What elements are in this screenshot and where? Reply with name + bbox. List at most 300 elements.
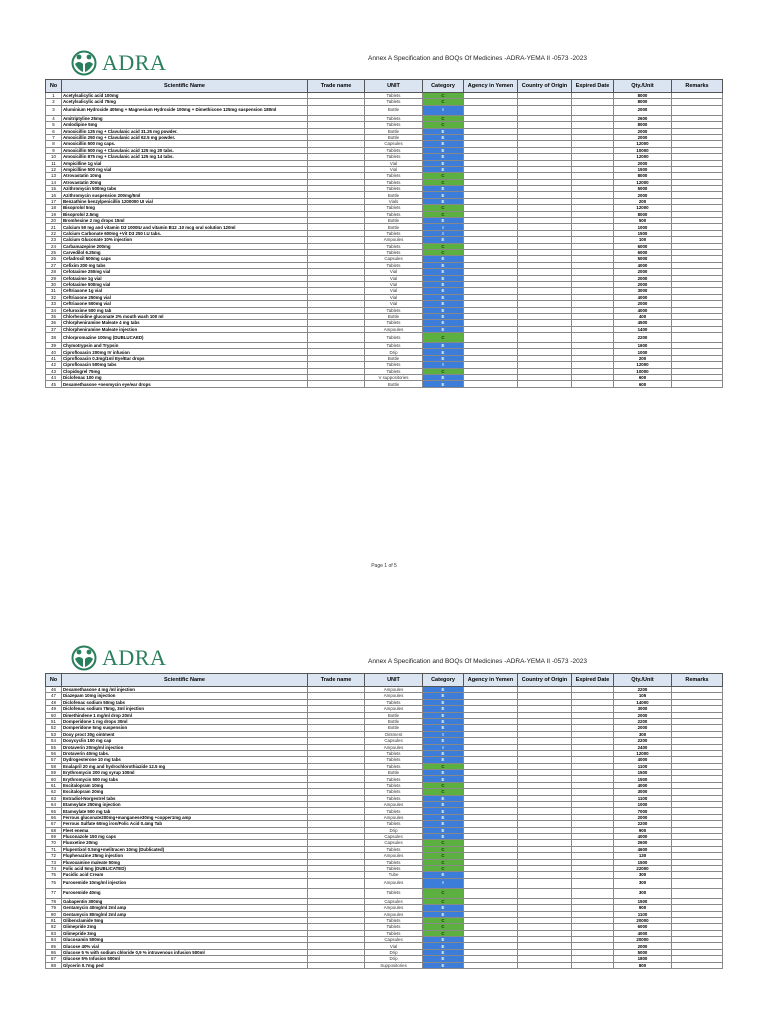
cell-unit: Capsules	[365, 840, 423, 846]
cell-no: 26	[46, 256, 62, 262]
cell-unit: Tablets	[365, 782, 423, 788]
cell-unit: Tube	[365, 872, 423, 878]
cell-category: E	[423, 281, 464, 287]
adra-logo	[70, 645, 190, 671]
cell-category: C	[423, 333, 464, 343]
cell-unit: V suppositories	[365, 375, 423, 381]
cell-country	[518, 962, 572, 968]
cell-remarks	[672, 333, 723, 343]
cell-category: E	[423, 320, 464, 326]
cell-unit: Tablets	[365, 249, 423, 255]
cell-unit: Bottle	[365, 134, 423, 140]
cell-unit: Tablets	[365, 930, 423, 936]
cell-scientific-name: Bisoprolol 2.5mg	[62, 211, 308, 217]
cell-no: 45	[46, 381, 62, 387]
cell-scientific-name: Clopidogrel 75mg	[62, 368, 308, 374]
cell-unit: Vial	[365, 301, 423, 307]
cell-agency	[464, 333, 518, 343]
cell-qty: 2200	[614, 687, 672, 693]
cell-qty: 300	[614, 872, 672, 878]
cell-unit: Tablets	[365, 320, 423, 326]
cell-no: 30	[46, 281, 62, 287]
cell-scientific-name: Fluvoxamine maleate 50mg	[62, 859, 308, 865]
cell-qty: 6000	[614, 249, 672, 255]
logo-text: ADRA	[102, 645, 167, 670]
cell-category: E	[423, 911, 464, 917]
cell-no: 18	[46, 205, 62, 211]
cell-qty: 10000	[614, 368, 672, 374]
cell-category: E	[423, 186, 464, 192]
cell-qty: 1600	[614, 343, 672, 349]
document-title: Annex A Specification and BOQs Of Medicines -ADRA-YEMA II -0573 -2023	[368, 658, 587, 665]
cell-unit: Tablets	[365, 230, 423, 236]
cell-category: E	[423, 687, 464, 693]
cell-no: 73	[46, 859, 62, 865]
cell-unit: Ointment	[365, 731, 423, 737]
cell-unit: Bottle	[365, 770, 423, 776]
cell-scientific-name: Dydrogesterone 10 mg tabs	[62, 757, 308, 763]
cell-unit: Capsules	[365, 937, 423, 943]
cell-scientific-name: Ciprofloxacin 200mg IV infusion	[62, 349, 308, 355]
cell-scientific-name: Ferrous Sulfate 60mg iron/Folic Acid 0.4mg Tab	[62, 821, 308, 827]
cell-scientific-name: Amoxicillin 250 mg + Clavulanic acid 62.5 mg powder.	[62, 134, 308, 140]
cell-remarks	[672, 105, 723, 115]
cell-unit: Tablets	[365, 122, 423, 128]
cell-expired-date	[572, 333, 614, 343]
cell-unit: Vial	[365, 160, 423, 166]
cell-expired-date	[572, 962, 614, 968]
cell-category: E	[423, 827, 464, 833]
cell-category: E	[423, 256, 464, 262]
cell-trade-name	[308, 333, 365, 343]
cell-no: 62	[46, 789, 62, 795]
cell-scientific-name: Fluphenazine 25mg injection	[62, 853, 308, 859]
cell-no: 74	[46, 865, 62, 871]
header-category: Category	[423, 80, 464, 93]
cell-no: 29	[46, 275, 62, 281]
cell-no: 43	[46, 368, 62, 374]
cell-scientific-name: Cefuroxime 500 mg tab	[62, 307, 308, 313]
cell-qty: 3000	[614, 706, 672, 712]
cell-no: 13	[46, 173, 62, 179]
cell-no: 63	[46, 795, 62, 801]
cell-qty: 300	[614, 878, 672, 888]
cell-scientific-name: Gentamycin 40mg/ml 2ml amp	[62, 905, 308, 911]
cell-scientific-name: Ampicilline 1g vial	[62, 160, 308, 166]
cell-category: E	[423, 301, 464, 307]
cell-scientific-name: Ceftriaxone 500mg vial	[62, 301, 308, 307]
cell-no: 33	[46, 301, 62, 307]
cell-unit: Vial	[365, 275, 423, 281]
cell-no: 32	[46, 294, 62, 300]
cell-agency	[464, 381, 518, 387]
cell-scientific-name: Aluminium Hydroxide 405mg + Magnesium Hydroxide 100mg + Dimethicone 125mg suspension 180ml	[62, 105, 308, 115]
cell-category: E	[423, 693, 464, 699]
cell-category: E	[423, 770, 464, 776]
cell-country	[518, 878, 572, 888]
cell-scientific-name: Fluoxetine 20mg	[62, 840, 308, 846]
cell-no: 47	[46, 693, 62, 699]
cell-no: 79	[46, 905, 62, 911]
cell-scientific-name: Gentamycin 80mg/ml 2ml amp	[62, 911, 308, 917]
cell-unit: Tablets	[365, 262, 423, 268]
cell-qty: 2000	[614, 712, 672, 718]
cell-category: C	[423, 924, 464, 930]
cell-no: 87	[46, 956, 62, 962]
cell-scientific-name: Diazepam 10mg injection	[62, 693, 308, 699]
cell-trade-name	[308, 888, 365, 898]
cell-qty: 6000	[614, 924, 672, 930]
cell-category: C	[423, 249, 464, 255]
cell-no: 59	[46, 770, 62, 776]
cell-qty: 12000	[614, 750, 672, 756]
cell-category: E	[423, 962, 464, 968]
cell-qty: 900	[614, 905, 672, 911]
cell-qty: 1100	[614, 911, 672, 917]
cell-no: 6	[46, 128, 62, 134]
cell-no: 16	[46, 192, 62, 198]
cell-category: E	[423, 275, 464, 281]
cell-qty: 2400	[614, 744, 672, 750]
cell-no: 41	[46, 355, 62, 361]
cell-scientific-name: Bromhexine 2 mg drops 15ml	[62, 218, 308, 224]
cell-trade-name	[308, 962, 365, 968]
cell-category: C	[423, 205, 464, 211]
cell-unit: Bottle	[365, 355, 423, 361]
cell-no: 85	[46, 943, 62, 949]
cell-category: E	[423, 725, 464, 731]
cell-category: E	[423, 750, 464, 756]
cell-scientific-name: Cefixim 200 mg tabs	[62, 262, 308, 268]
cell-scientific-name: Flupentixol 0.5mg+melitracen 10mg (Dublicated)	[62, 846, 308, 852]
cell-qty: 2200	[614, 738, 672, 744]
cell-scientific-name: Calcium 50 mg and vitamin D3 1000IU and vitamin B12 .10 mcg oral solution 120ml	[62, 224, 308, 230]
cell-category: C	[423, 368, 464, 374]
cell-category: E	[423, 218, 464, 224]
cell-scientific-name: Chlorpheniramine Maleate injection	[62, 326, 308, 332]
cell-category: E	[423, 956, 464, 962]
cell-no: 27	[46, 262, 62, 268]
cell-no: 78	[46, 898, 62, 904]
cell-scientific-name: Diclofenac 100 mg	[62, 375, 308, 381]
cell-unit: Tablets	[365, 179, 423, 185]
header-trade-name: Trade name	[308, 80, 365, 93]
cell-no: 82	[46, 924, 62, 930]
cell-unit: Capsules	[365, 738, 423, 744]
cell-unit: Ampoules	[365, 744, 423, 750]
cell-qty: 4000	[614, 262, 672, 268]
cell-qty: 800	[614, 962, 672, 968]
cell-qty: 2200	[614, 333, 672, 343]
cell-no: 57	[46, 757, 62, 763]
cell-no: 51	[46, 718, 62, 724]
cell-no: 39	[46, 343, 62, 349]
cell-qty: 2200	[614, 821, 672, 827]
cell-qty: 300	[614, 888, 672, 898]
cell-no: 46	[46, 687, 62, 693]
cell-scientific-name: Chlorpromazine 100mg (DUBLUCAED)	[62, 333, 308, 343]
cell-unit: Tablets	[365, 99, 423, 105]
cell-no: 49	[46, 706, 62, 712]
cell-no: 35	[46, 313, 62, 319]
cell-no: 8	[46, 141, 62, 147]
cell-category: C	[423, 917, 464, 923]
cell-unit: Vial	[365, 166, 423, 172]
cell-no: 77	[46, 888, 62, 898]
cell-scientific-name: Fluconazole 150 mg caps	[62, 833, 308, 839]
cell-scientific-name: Amoxicillin 500 mg + Clavulanic acid 125 mg 20 tabs.	[62, 147, 308, 153]
cell-qty: 4000	[614, 782, 672, 788]
cell-qty: 2600	[614, 115, 672, 121]
cell-agency	[464, 878, 518, 888]
cell-scientific-name: Glycerin 0.7mg ped	[62, 962, 308, 968]
header-remarks: Remarks	[672, 674, 723, 687]
cell-qty: 4600	[614, 846, 672, 852]
cell-qty: 400	[614, 313, 672, 319]
cell-qty: 2000	[614, 128, 672, 134]
cell-country	[518, 105, 572, 115]
cell-no: 55	[46, 744, 62, 750]
logo-text: ADRA	[102, 50, 167, 75]
cell-scientific-name: Etamsylate 500 mg tab	[62, 808, 308, 814]
cell-no: 58	[46, 763, 62, 769]
cell-no: 9	[46, 147, 62, 153]
cell-no: 70	[46, 840, 62, 846]
cell-scientific-name: Ampicilline 500 mg vial	[62, 166, 308, 172]
cell-trade-name	[308, 878, 365, 888]
cell-no: 5	[46, 122, 62, 128]
cell-no: 65	[46, 808, 62, 814]
cell-qty: 10000	[614, 147, 672, 153]
cell-no: 2	[46, 99, 62, 105]
cell-no: 1	[46, 93, 62, 99]
cell-qty: 105	[614, 693, 672, 699]
cell-no: 28	[46, 269, 62, 275]
cell-category: E	[423, 943, 464, 949]
cell-unit: Capsules	[365, 141, 423, 147]
cell-unit: Bottle	[365, 105, 423, 115]
header-country-of-origin: Country of Origin	[518, 80, 572, 93]
cell-scientific-name: Bisoprolol 5mg	[62, 205, 308, 211]
cell-no: 21	[46, 224, 62, 230]
cell-remarks	[672, 878, 723, 888]
cell-category: C	[423, 782, 464, 788]
header-no: No	[46, 80, 62, 93]
cell-qty: 2000	[614, 943, 672, 949]
cell-no: 53	[46, 731, 62, 737]
cell-no: 60	[46, 776, 62, 782]
cell-scientific-name: Domperidone 1 mg drops 30ml	[62, 718, 308, 724]
cell-scientific-name: Acetylsalicylic acid 100mg	[62, 93, 308, 99]
cell-qty: 130	[614, 853, 672, 859]
header-agency-in-yemen: Agency in Yemen	[464, 674, 518, 687]
cell-qty: 8000	[614, 93, 672, 99]
cell-category: C	[423, 888, 464, 898]
cell-scientific-name: Glucose 5 % with sodium chloride 0,9 % intravenous infusion 500ml	[62, 949, 308, 955]
cell-category: I	[423, 230, 464, 236]
cell-category: E	[423, 160, 464, 166]
cell-category: E	[423, 269, 464, 275]
cell-qty: 600	[614, 375, 672, 381]
boq-table-page-1	[45, 79, 723, 388]
cell-expired-date	[572, 381, 614, 387]
cell-scientific-name: Chlorpheniramine Maleate 4 mg tabs	[62, 320, 308, 326]
cell-scientific-name: Acetylsalicylic acid 75mg	[62, 99, 308, 105]
cell-no: 10	[46, 154, 62, 160]
cell-scientific-name: Doxycyclin 100 mg cap	[62, 738, 308, 744]
cell-scientific-name: Atrovastatin 20mg	[62, 179, 308, 185]
cell-category: E	[423, 355, 464, 361]
cell-category: E	[423, 949, 464, 955]
cell-no: 69	[46, 833, 62, 839]
cell-scientific-name: Ferrous gluconate200mg+manganese30mg +copper1mg amp	[62, 814, 308, 820]
cell-category: E	[423, 288, 464, 294]
cell-unit: Tablets	[365, 154, 423, 160]
cell-qty: 1500	[614, 898, 672, 904]
cell-no: 52	[46, 725, 62, 731]
cell-category: C	[423, 930, 464, 936]
cell-unit: Tablets	[365, 917, 423, 923]
cell-qty: 8000	[614, 173, 672, 179]
cell-unit: Tablets	[365, 865, 423, 871]
table-row	[46, 381, 723, 387]
cell-qty: 1400	[614, 326, 672, 332]
cell-qty: 3000	[614, 789, 672, 795]
cell-unit: Ampoules	[365, 693, 423, 699]
cell-expired-date	[572, 878, 614, 888]
cell-no: 81	[46, 917, 62, 923]
cell-scientific-name: Folic acid 5mg (DUBLICATED)	[62, 865, 308, 871]
header-remarks: Remarks	[672, 80, 723, 93]
cell-scientific-name: Diclofenac sodium 75mg, 3ml injection	[62, 706, 308, 712]
cell-qty: 2000	[614, 134, 672, 140]
cell-qty: 200	[614, 355, 672, 361]
cell-scientific-name: Fleet enema	[62, 827, 308, 833]
cell-category: E	[423, 154, 464, 160]
cell-no: 12	[46, 166, 62, 172]
cell-unit: Tablets	[365, 243, 423, 249]
cell-scientific-name: Etamsylate 250mg injection	[62, 802, 308, 808]
cell-qty: 1500	[614, 859, 672, 865]
cell-no: 7	[46, 134, 62, 140]
cell-no: 19	[46, 211, 62, 217]
cell-unit: Bottle	[365, 218, 423, 224]
cell-qty: 12000	[614, 179, 672, 185]
cell-no: 68	[46, 827, 62, 833]
cell-remarks	[672, 381, 723, 387]
cell-category: E	[423, 718, 464, 724]
cell-scientific-name: Cefotaxime 500mg vial	[62, 281, 308, 287]
cell-qty: 20000	[614, 917, 672, 923]
cell-no: 86	[46, 949, 62, 955]
cell-scientific-name: Doxy proct 30g ointment	[62, 731, 308, 737]
cell-no: 66	[46, 814, 62, 820]
cell-unit: Bottle	[365, 712, 423, 718]
cell-unit: Vial	[365, 269, 423, 275]
cell-scientific-name: Carvedilol 6.25mg	[62, 249, 308, 255]
cell-no: 34	[46, 307, 62, 313]
cell-qty: 2000	[614, 725, 672, 731]
header-unit: UNIT	[365, 80, 423, 93]
cell-qty: 4000	[614, 307, 672, 313]
cell-scientific-name: Escitalopram 20mg	[62, 789, 308, 795]
cell-unit: Tablets	[365, 776, 423, 782]
cell-trade-name	[308, 105, 365, 115]
cell-category: E	[423, 343, 464, 349]
cell-scientific-name: Glucose 40% vial	[62, 943, 308, 949]
cell-unit: Vial	[365, 943, 423, 949]
header-agency-in-yemen: Agency in Yemen	[464, 80, 518, 93]
cell-qty: 5000	[614, 186, 672, 192]
cell-unit: Bottle	[365, 128, 423, 134]
cell-no: 15	[46, 186, 62, 192]
cell-scientific-name: Amlodipine 5mg	[62, 122, 308, 128]
cell-qty: 1500	[614, 776, 672, 782]
cell-scientific-name: Azithromycin 500mg tabs	[62, 186, 308, 192]
cell-category: C	[423, 115, 464, 121]
cell-qty: 5000	[614, 949, 672, 955]
cell-no: 42	[46, 362, 62, 368]
cell-category: E	[423, 237, 464, 243]
cell-qty: 4000	[614, 757, 672, 763]
cell-qty: 8000	[614, 99, 672, 105]
cell-qty: 4500	[614, 320, 672, 326]
cell-qty: 4000	[614, 930, 672, 936]
cell-unit: Ampoules	[365, 802, 423, 808]
cell-scientific-name: Enalapril 20 mg and hydrochlorothiazide 12.5 mg	[62, 763, 308, 769]
cell-category: E	[423, 776, 464, 782]
cell-scientific-name: Glibenclamide 5mg	[62, 917, 308, 923]
cell-no: 24	[46, 243, 62, 249]
cell-category: I	[423, 731, 464, 737]
cell-unit: Tablets	[365, 205, 423, 211]
cell-scientific-name: Cefotaxime 1g vial	[62, 275, 308, 281]
cell-qty: 1500	[614, 166, 672, 172]
cell-scientific-name: Glimepride 3mg	[62, 930, 308, 936]
cell-scientific-name: Ceftriaxone 1g vial	[62, 288, 308, 294]
cell-category: E	[423, 307, 464, 313]
cell-scientific-name: Drotaverin 40mg tabs.	[62, 750, 308, 756]
cell-qty: 500	[614, 218, 672, 224]
cell-unit: Tablets	[365, 211, 423, 217]
cell-qty: 2000	[614, 160, 672, 166]
cell-qty: 1100	[614, 763, 672, 769]
cell-category: E	[423, 821, 464, 827]
cell-qty: 6000	[614, 243, 672, 249]
cell-qty: 2000	[614, 105, 672, 115]
cell-scientific-name: Erythromycin 500 mg tabs	[62, 776, 308, 782]
cell-category: E	[423, 294, 464, 300]
cell-category: E	[423, 712, 464, 718]
cell-unit: Bottle	[365, 725, 423, 731]
cell-unit: Tablets	[365, 343, 423, 349]
cell-category: E	[423, 381, 464, 387]
header-qty-unit: Qty./Unit	[614, 80, 672, 93]
cell-unit: Vial	[365, 294, 423, 300]
cell-unit: Drip	[365, 827, 423, 833]
cell-unit: Ampoules	[365, 687, 423, 693]
cell-unit: Tablets	[365, 186, 423, 192]
cell-category: E	[423, 738, 464, 744]
cell-unit: Vial	[365, 288, 423, 294]
cell-unit: Drip	[365, 949, 423, 955]
cell-no: 80	[46, 911, 62, 917]
cell-unit: Tablets	[365, 699, 423, 705]
cell-category: E	[423, 814, 464, 820]
cell-no: 75	[46, 872, 62, 878]
cell-category: C	[423, 853, 464, 859]
cell-qty: 22000	[614, 865, 672, 871]
